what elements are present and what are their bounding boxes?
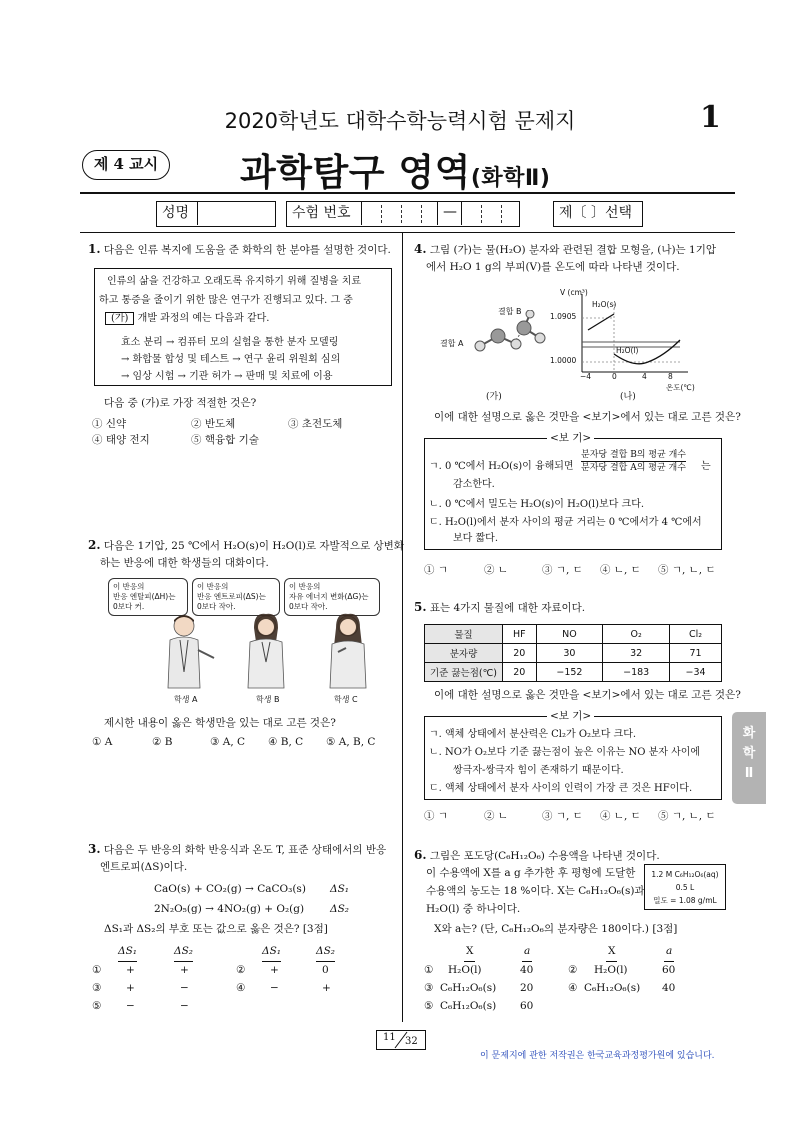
q4-bogi-item-1: ㄱ. 0 ℃에서 H₂O(s)이 융해되면 xyxy=(429,461,574,472)
q6-choice-5-a: 60 xyxy=(520,1000,534,1012)
q1-passage-line: 인류의 삶을 건강하고 오래도록 유지하기 위해 질병을 치료 xyxy=(107,276,362,287)
footer-page-current: 11 xyxy=(383,1032,396,1043)
choice-label: 제〔 〕선택 xyxy=(559,205,633,221)
q2-choice-3[interactable]: ③ A, C xyxy=(210,736,246,748)
q3-stem xyxy=(88,840,386,860)
q3-equation-1: CaO(s) + CO₂(g) → CaCO₃(s) xyxy=(154,883,306,895)
q5-bogi-item-2-cont: 쌍극자-쌍극자 힘이 존재하기 때문이다. xyxy=(453,765,624,776)
q6-stem-line1: 그림은 포도당(C₆H₁₂O₆) 수용액을 나타낸 것이다. xyxy=(429,850,660,862)
q6-choice-1-no[interactable]: ① xyxy=(424,964,434,976)
side-tab-char: Ⅱ xyxy=(744,766,754,781)
q3-choice-4-a: − xyxy=(270,982,279,994)
q5-choice-3[interactable]: ③ ㄱ, ㄷ xyxy=(542,810,583,822)
subject-sub: (화학Ⅱ) xyxy=(470,166,551,191)
q4-stem-line1: 그림 (가)는 물(H₂O) 분자와 관련된 결합 모형을, (나)는 1기압 xyxy=(429,244,717,256)
bubble-line: 반응 엔탈피(ΔH)는 xyxy=(113,592,176,601)
q4-choice-5[interactable]: ⑤ ㄱ, ㄴ, ㄷ xyxy=(658,564,716,576)
q6-stem-line4: H₂O(l) 중 하나이다. xyxy=(426,903,521,915)
q5-choice-2[interactable]: ② ㄴ xyxy=(484,810,508,822)
digit-divider xyxy=(401,205,402,223)
q6-choice-1-a: 40 xyxy=(520,964,534,976)
graph-tick-x: 4 xyxy=(642,372,647,381)
table-cell: −183 xyxy=(603,663,670,682)
q2-choice-1[interactable]: ① A xyxy=(92,736,113,748)
table-cell: 20 xyxy=(503,644,537,663)
q3-stem-line1: 다음은 두 반응의 화학 반응식과 온도 T, 표준 상태에서의 반응 xyxy=(103,844,387,856)
q3-choice-1-b: + xyxy=(180,964,189,976)
table-cell: 71 xyxy=(670,644,722,663)
q5-choice-4[interactable]: ④ ㄴ, ㄷ xyxy=(600,810,641,822)
q3-choice-3-b: − xyxy=(180,982,189,994)
q1-blank-ga: (가) xyxy=(105,312,134,325)
students-illustration xyxy=(150,612,390,692)
table-row xyxy=(425,644,722,663)
q1-passage-text: 개발 과정의 예는 다음과 같다. xyxy=(137,313,270,324)
q6-choice-2-no[interactable]: ② xyxy=(568,964,578,976)
content-top-rule xyxy=(80,232,735,233)
student-a-figure xyxy=(168,615,214,688)
digit-divider xyxy=(481,205,482,223)
q3-choice-3-a: + xyxy=(126,982,135,994)
q2-choice-2[interactable]: ② B xyxy=(152,736,173,748)
q6-col-x: X xyxy=(464,942,475,962)
student-c-figure xyxy=(330,614,366,688)
q3-choice-5-b: − xyxy=(180,1000,189,1012)
q6-col-a: a xyxy=(522,942,532,962)
q4-question: 이에 대한 설명으로 옳은 것만을 <보기>에서 있는 대로 고른 것은? xyxy=(434,411,741,423)
table-row xyxy=(425,625,722,644)
copyright-notice: 이 문제지에 관한 저작권은 한국교육과정평가원에 있습니다. xyxy=(480,1051,715,1061)
footer-page-total: 32 xyxy=(405,1036,418,1047)
q3-choice-5-a: − xyxy=(126,1000,135,1012)
graph-x-axis-label: 온도(℃) xyxy=(666,383,695,392)
exam-number-box[interactable] xyxy=(286,201,520,227)
q4-bogi-box xyxy=(424,432,722,550)
q1-stem xyxy=(88,240,398,260)
table-cell: −34 xyxy=(670,663,722,682)
exam-number-divider xyxy=(437,202,438,225)
q3-equation-2: 2N₂O₅(g) → 4NO₂(g) + O₂(g) xyxy=(154,903,305,915)
q6-choice-3-a: 20 xyxy=(520,982,534,994)
q3-choice-2-no[interactable]: ② xyxy=(236,964,246,976)
q6-number: 6. xyxy=(414,848,427,862)
bubble-line: 0보다 커. xyxy=(113,602,145,611)
q2-question: 제시한 내용이 옳은 학생만을 있는 대로 고른 것은? xyxy=(104,717,336,729)
speech-bubble-a xyxy=(108,578,188,616)
table-row xyxy=(425,663,722,682)
bond-a-label: 결합 A xyxy=(440,339,464,348)
footer-page-box xyxy=(376,1030,426,1050)
q3-col-s1: ΔS₁ xyxy=(118,942,137,962)
q3-choice-5-no[interactable]: ⑤ xyxy=(92,1000,102,1012)
beaker-density: 밀도 = 1.08 g/mL xyxy=(653,896,717,905)
q5-bogi-box xyxy=(424,710,722,800)
q3-choice-3-no[interactable]: ③ xyxy=(92,982,102,994)
q6-stem-line2: 이 수용액에 X를 a g 추가한 후 평형에 도달한 xyxy=(426,867,636,879)
name-label: 성명 xyxy=(162,205,190,221)
water-bond-model xyxy=(470,310,550,370)
table-header: 물질 xyxy=(425,625,503,644)
q5-data-table xyxy=(424,624,722,682)
q1-process-line: 효소 분리 → 컴퓨터 모의 실험을 통한 분자 모델링 xyxy=(121,337,339,348)
bubble-line: 자유 에너지 변화(ΔG)는 xyxy=(289,592,369,601)
q4-stem-line2: 에서 H₂O 1 g의 부피(V)를 온도에 따라 나타낸 것이다. xyxy=(426,261,680,273)
exam-number-divider xyxy=(361,202,362,225)
q4-bogi-item-2: ㄴ. 0 ℃에서 밀도는 H₂O(s)이 H₂O(l)보다 크다. xyxy=(429,499,645,510)
q6-col-x: X xyxy=(606,942,617,962)
q4-choice-1[interactable]: ① ㄱ xyxy=(424,564,448,576)
q3-col-s1: ΔS₁ xyxy=(262,942,281,962)
q6-stem xyxy=(414,846,660,866)
table-cell: −152 xyxy=(536,663,603,682)
q3-stem-line2: 엔트로피(ΔS)이다. xyxy=(100,861,188,873)
q4-choice-3[interactable]: ③ ㄱ, ㄷ xyxy=(542,564,583,576)
fraction-numerator: 분자당 결합 B의 평균 개수 xyxy=(581,450,686,460)
q6-stem-line3: 수용액의 농도는 18 %이다. X는 C₆H₁₂O₆(s)과 xyxy=(426,885,645,897)
q6-choice-1-x: H₂O(l) xyxy=(448,964,482,976)
q4-bogi-item-1-cont: 감소한다. xyxy=(453,479,495,490)
q2-stem-line1: 다음은 1기압, 25 ℃에서 H₂O(s)이 H₂O(l)로 자발적으로 상변화 xyxy=(103,540,404,552)
q1-choice-2[interactable]: ② 반도체 xyxy=(191,418,236,430)
bubble-line: 이 반응의 xyxy=(113,582,145,591)
bond-b-label: 결합 B xyxy=(498,307,522,316)
q2-stem xyxy=(88,536,404,556)
q3-choice-2-a: + xyxy=(270,964,279,976)
q5-bogi-item-1: ㄱ. 액체 상태에서 분산력은 Cl₂가 O₂보다 크다. xyxy=(429,729,637,740)
q3-entropy-1: ΔS₁ xyxy=(330,883,349,895)
q6-col-a: a xyxy=(664,942,674,962)
q6-choice-2-x: H₂O(l) xyxy=(594,964,628,976)
q2-choice-5[interactable]: ⑤ A, B, C xyxy=(326,736,376,748)
digit-divider xyxy=(381,205,382,223)
subject-title xyxy=(240,142,550,196)
q3-choice-1-a: + xyxy=(126,964,135,976)
beaker-volume: 0.5 L xyxy=(675,883,695,892)
fig-caption-na: (나) xyxy=(620,392,636,402)
graph-y-axis-label: V (cm³) xyxy=(560,288,588,297)
digit-divider xyxy=(501,205,502,223)
q1-passage-line xyxy=(105,310,269,327)
subject-main: 과학탐구 영역 xyxy=(240,151,471,194)
digit-divider xyxy=(421,205,422,223)
q3-choice-4-no[interactable]: ④ xyxy=(236,982,246,994)
q6-choice-4-x: C₆H₁₂O₆(s) xyxy=(584,982,641,994)
name-box[interactable] xyxy=(156,201,276,227)
table-header: NO xyxy=(536,625,603,644)
q1-choice-1[interactable]: ① 신약 xyxy=(92,418,127,430)
q2-choice-4[interactable]: ④ B, C xyxy=(268,736,304,748)
q6-choice-3-no[interactable]: ③ xyxy=(424,982,434,994)
q4-bogi-item-3: ㄷ. H₂O(l)에서 분자 사이의 평균 거리는 0 ℃에서가 4 ℃에서 xyxy=(429,517,702,528)
q4-number: 4. xyxy=(414,242,427,256)
table-cell: 20 xyxy=(503,663,537,682)
q3-choice-2-b: 0 xyxy=(322,964,329,976)
q6-choice-5-x: C₆H₁₂O₆(s) xyxy=(440,1000,497,1012)
exam-number-divider xyxy=(461,202,462,225)
q5-choice-1[interactable]: ① ㄱ xyxy=(424,810,448,822)
table-cell: 분자량 xyxy=(425,644,503,663)
q5-question: 이에 대한 설명으로 옳은 것만을 <보기>에서 있는 대로 고른 것은? xyxy=(434,689,741,701)
column-divider xyxy=(402,232,403,1022)
side-tab-char: 화 xyxy=(742,726,756,741)
graph-tick-x: 8 xyxy=(668,372,673,381)
speech-bubble-c xyxy=(284,578,380,616)
student-b-figure xyxy=(248,614,284,688)
subject-side-tab xyxy=(732,712,766,804)
q6-choice-2-a: 60 xyxy=(662,964,676,976)
exam-title: 2020학년도 대학수학능력시험 문제지 xyxy=(224,109,576,133)
q6-choice-4-no[interactable]: ④ xyxy=(568,982,578,994)
q1-process-line: → 임상 시험 → 기관 허가 → 판매 및 치료에 이용 xyxy=(121,371,333,382)
graph-tick-y2: 1.0000 xyxy=(550,356,577,365)
q4-choice-2[interactable]: ② ㄴ xyxy=(484,564,508,576)
graph-tick-x: 0 xyxy=(612,372,617,381)
q1-passage-line: 하고 통증을 줄이기 위한 많은 연구가 진행되고 있다. 그 중 xyxy=(99,295,353,306)
q1-choice-3[interactable]: ③ 초전도체 xyxy=(288,418,343,430)
student-c-label: 학생 C xyxy=(334,695,358,704)
q4-bogi-item-1-post: 는 xyxy=(701,461,711,472)
beaker-concentration: 1.2 M C₆H₁₂O₆(aq) xyxy=(651,870,719,879)
student-b-label: 학생 B xyxy=(256,695,280,704)
table-cell: 32 xyxy=(603,644,670,663)
graph-label-solid: H₂O(s) xyxy=(592,300,617,309)
q4-choice-4[interactable]: ④ ㄴ, ㄷ xyxy=(600,564,641,576)
q1-process-line: → 화합물 합성 및 테스트 → 연구 윤리 위원회 심의 xyxy=(121,354,341,365)
q2-stem-line2: 하는 반응에 대한 학생들의 대화이다. xyxy=(100,557,269,569)
q3-choice-4-b: + xyxy=(322,982,331,994)
q5-stem xyxy=(414,598,585,618)
q2-number: 2. xyxy=(88,538,101,552)
exam-number-dash: — xyxy=(443,204,457,220)
student-a-label: 학생 A xyxy=(174,695,198,704)
q1-passage-box xyxy=(94,268,392,386)
period-badge: 제 4 교시 xyxy=(82,150,170,180)
exam-number-label: 수험 번호 xyxy=(292,205,351,221)
q3-entropy-2: ΔS₂ xyxy=(330,903,349,915)
table-cell: 기준 끓는점(℃) xyxy=(425,663,503,682)
table-cell: 30 xyxy=(536,644,603,663)
q6-choice-5-no[interactable]: ⑤ xyxy=(424,1000,434,1012)
q5-choice-5[interactable]: ⑤ ㄱ, ㄴ, ㄷ xyxy=(658,810,716,822)
q4-stem xyxy=(414,240,716,260)
footer-slash xyxy=(377,1031,425,1049)
q6-choice-3-x: C₆H₁₂O₆(s) xyxy=(440,982,497,994)
q3-number: 3. xyxy=(88,842,101,856)
table-header: Cl₂ xyxy=(670,625,722,644)
bubble-line: 이 반응의 xyxy=(289,582,321,591)
q3-question: ΔS₁과 ΔS₂의 부호 또는 값으로 옳은 것은? [3점] xyxy=(104,923,328,935)
q1-choice-4[interactable]: ④ 태양 전지 xyxy=(92,434,150,446)
glucose-solution-beaker xyxy=(644,864,726,910)
q3-col-s2: ΔS₂ xyxy=(174,942,193,962)
q6-choice-4-a: 40 xyxy=(662,982,676,994)
table-header: HF xyxy=(503,625,537,644)
bubble-line: 이 반응의 xyxy=(197,582,229,591)
bubble-line: 0보다 작아. xyxy=(289,602,328,611)
q6-question: X와 a는? (단, C₆H₁₂O₆의 분자량은 180이다.) [3점] xyxy=(434,923,678,935)
q1-question: 다음 중 (가)로 가장 적절한 것은? xyxy=(104,397,257,409)
bubble-line: 반응 엔트로피(ΔS)는 xyxy=(197,592,266,601)
q4-bogi-item-3-cont: 보다 짧다. xyxy=(453,533,498,544)
speech-bubble-b xyxy=(192,578,280,616)
choice-box[interactable] xyxy=(553,201,643,227)
fig-caption-ga: (가) xyxy=(486,392,502,402)
side-tab-char: 학 xyxy=(742,746,756,761)
q5-bogi-item-3: ㄷ. 액체 상태에서 분자 사이의 인력이 가장 큰 것은 HF이다. xyxy=(429,783,693,794)
q4-bogi-title: <보 기> xyxy=(547,431,594,445)
q5-number: 5. xyxy=(414,600,427,614)
q3-col-s2: ΔS₂ xyxy=(316,942,335,962)
q1-choice-5[interactable]: ⑤ 핵융합 기술 xyxy=(191,434,259,446)
q5-bogi-title: <보 기> xyxy=(547,709,594,723)
fraction-denominator: 분자당 결합 A의 평균 개수 xyxy=(581,463,686,473)
q1-number: 1. xyxy=(88,242,101,256)
q5-bogi-item-2: ㄴ. NO가 O₂보다 기준 끓는점이 높은 이유는 NO 분자 사이에 xyxy=(429,747,701,758)
q1-stem-text: 다음은 인류 복지에 도움을 준 화학의 한 분야를 설명한 것이다. xyxy=(103,244,391,256)
q5-stem-text: 표는 4가지 물질에 대한 자료이다. xyxy=(429,602,586,614)
graph-tick-x: −4 xyxy=(580,372,592,381)
graph-label-liquid: H₂O(l) xyxy=(616,346,639,355)
header-rule xyxy=(80,192,735,194)
table-header: O₂ xyxy=(603,625,670,644)
name-divider xyxy=(197,202,198,225)
graph-tick-y1: 1.0905 xyxy=(550,312,577,321)
q3-choice-1-no[interactable]: ① xyxy=(92,964,102,976)
q4-bogi-fraction xyxy=(581,449,686,474)
bubble-line: 0보다 작아. xyxy=(197,602,236,611)
page-number: 1 xyxy=(700,100,721,135)
